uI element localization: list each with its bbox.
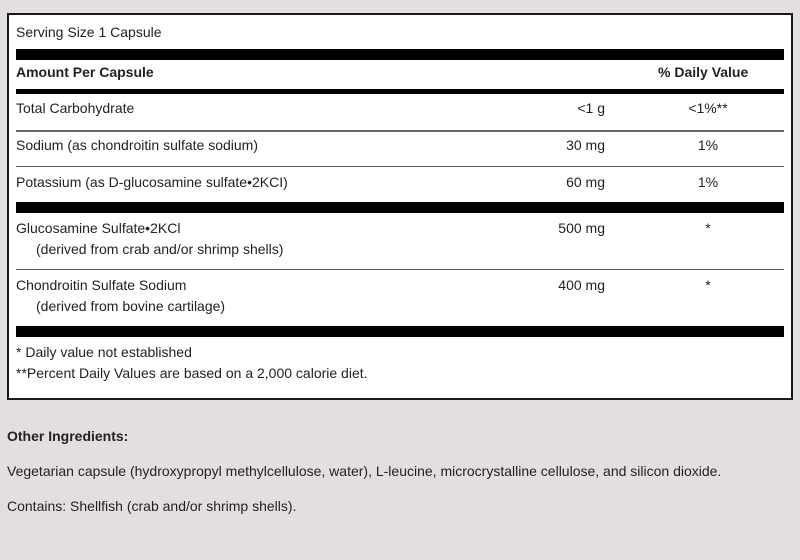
- daily-value-heading: % Daily Value: [658, 64, 749, 80]
- other-ingredients-text: Vegetarian capsule (hydroxypropyl methylcellulose, water), L-leucine, microcrystalline cellulose, and silicon dioxide.: [7, 463, 722, 479]
- supplement-facts-panel: [7, 13, 793, 400]
- row-divider: [16, 166, 784, 167]
- ingredient-amount: 500 mg: [558, 220, 605, 236]
- thick-divider: [16, 326, 784, 337]
- ingredient-dv: *: [705, 220, 711, 236]
- ingredient-dv: *: [705, 277, 711, 293]
- row-divider: [16, 130, 784, 132]
- ingredient-name: Glucosamine Sulfate•2KCl: [16, 220, 181, 236]
- nutrient-amount: 30 mg: [566, 137, 605, 153]
- ingredient-note: (derived from crab and/or shrimp shells): [36, 241, 284, 257]
- nutrient-dv: 1%: [697, 174, 719, 190]
- ingredient-name: Chondroitin Sulfate Sodium: [16, 277, 187, 293]
- thick-divider: [16, 49, 784, 60]
- nutrient-amount: <1 g: [577, 100, 605, 116]
- contains-text: Contains: Shellfish (crab and/or shrimp shells).: [7, 498, 297, 514]
- nutrient-name: Sodium (as chondroitin sulfate sodium): [16, 137, 259, 153]
- nutrient-name: Total Carbohydrate: [16, 100, 135, 116]
- ingredient-note: (derived from bovine cartilage): [36, 298, 226, 314]
- nutrient-amount: 60 mg: [566, 174, 605, 190]
- ingredient-amount: 400 mg: [558, 277, 605, 293]
- nutrient-dv: <1%**: [688, 100, 728, 116]
- other-ingredients-title: Other Ingredients:: [7, 428, 129, 444]
- nutrient-name: Potassium (as D-glucosamine sulfate•2KCI): [16, 174, 288, 190]
- medium-divider: [16, 89, 784, 94]
- amount-per-heading: Amount Per Capsule: [16, 64, 154, 80]
- footnote: **Percent Daily Values are based on a 2,000 calorie diet.: [16, 365, 368, 381]
- serving-size: Serving Size 1 Capsule: [16, 24, 162, 40]
- nutrient-dv: 1%: [697, 137, 719, 153]
- footnote: * Daily value not established: [16, 344, 192, 360]
- thick-divider: [16, 202, 784, 213]
- row-divider: [16, 269, 784, 270]
